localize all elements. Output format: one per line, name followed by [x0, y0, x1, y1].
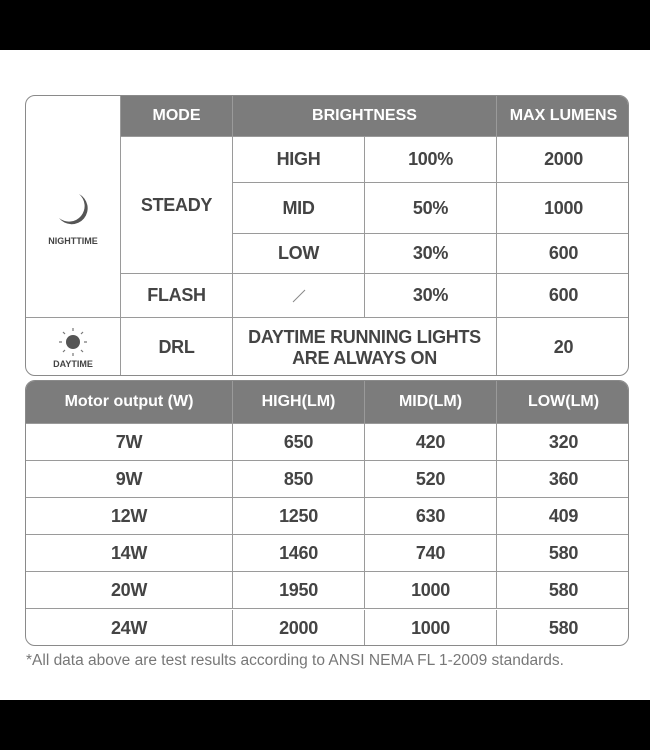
cell-high-lm: 1250 [233, 498, 365, 535]
header-max-lumens: MAX LUMENS [497, 96, 629, 137]
sun-icon [56, 327, 90, 357]
cell-low-lm: 580 [497, 535, 629, 572]
header-high-lm: HIGH(LM) [233, 381, 365, 424]
cell-low-lm: 409 [497, 498, 629, 535]
lumens-low: 600 [497, 234, 629, 274]
slash-icon [291, 288, 307, 304]
level-mid: MID [233, 183, 365, 234]
bottom-black-bar [0, 700, 650, 750]
cell-low-lm: 580 [548, 617, 579, 638]
level-low: LOW [233, 234, 365, 274]
cell-mid-lm: 1000 [365, 610, 497, 647]
percent-high: 100% [365, 137, 497, 183]
footnote: *All data above are test results according to ANSI NEMA FL 1-2009 standards. [26, 652, 564, 669]
header-brightness: BRIGHTNESS [233, 96, 497, 137]
lumens-high: 2000 [497, 137, 629, 183]
nighttime-label: NIGHTTIME [48, 235, 98, 246]
cell-motor-output: 9W [26, 461, 233, 498]
cell-motor-output: 14W [26, 535, 233, 572]
level-high: HIGH [233, 137, 365, 183]
header-mode: MODE [121, 96, 233, 137]
cell-motor-output: 7W [26, 424, 233, 461]
cell-motor-output: 24W [26, 610, 233, 647]
cell-motor-output: 12W [26, 498, 233, 535]
header-motor-output: Motor output (W) [26, 381, 233, 424]
cell-low-lm: 360 [497, 461, 629, 498]
top-black-bar [0, 0, 650, 50]
mode-drl: DRL [121, 318, 233, 376]
percent-mid: 50% [365, 183, 497, 234]
mode-steady: STEADY [121, 137, 233, 274]
cell-mid-lm: 420 [365, 424, 497, 461]
lumens-flash: 600 [497, 274, 629, 318]
nighttime-cell [26, 96, 121, 318]
percent-low: 30% [365, 234, 497, 274]
cell-high-lm: 2000 [233, 610, 365, 647]
lumens-drl: 20 [553, 337, 574, 357]
drl-line-1: DAYTIME RUNNING LIGHTS [248, 326, 481, 347]
cell-high-lm: 1950 [233, 572, 365, 609]
daytime-cell [26, 318, 121, 376]
cell-high-lm: 650 [233, 424, 365, 461]
cell-low-lm: 320 [497, 424, 629, 461]
cell-motor-output: 20W [26, 572, 233, 609]
cell-mid-lm: 520 [365, 461, 497, 498]
drl-line-2: ARE ALWAYS ON [292, 347, 437, 368]
mode-table [25, 95, 629, 376]
cell-high-lm: 1460 [233, 535, 365, 572]
lumens-mid: 1000 [497, 183, 629, 234]
cell-mid-lm: 1000 [365, 572, 497, 609]
cell-mid-lm: 630 [365, 498, 497, 535]
cell-mid-lm: 740 [365, 535, 497, 572]
output-table [25, 380, 629, 646]
header-low-lm: LOW(LM) [497, 381, 629, 424]
level-flash [233, 274, 365, 318]
header-mid-lm: MID(LM) [365, 381, 497, 424]
daytime-label: DAYTIME [53, 358, 93, 369]
moon-icon [53, 188, 93, 228]
cell-low-lm: 580 [497, 572, 629, 609]
drl-description [233, 318, 497, 376]
cell-high-lm: 850 [233, 461, 365, 498]
percent-flash: 30% [365, 274, 497, 318]
mode-flash: FLASH [121, 274, 233, 318]
